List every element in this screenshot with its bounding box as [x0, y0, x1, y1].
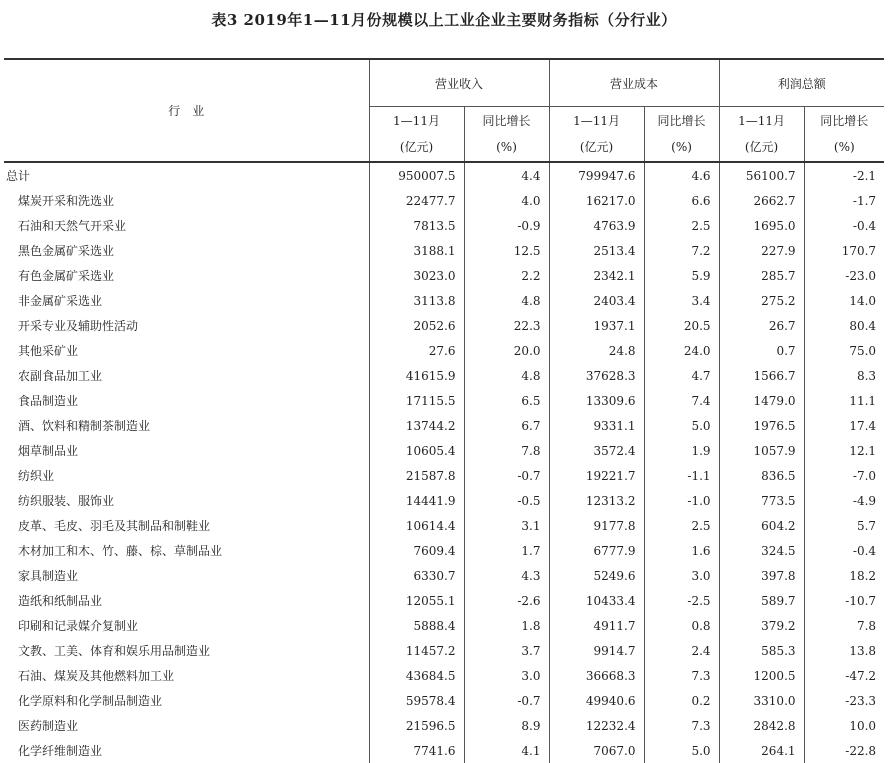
financial-indicators-table: [4, 58, 884, 763]
value-cell-profit: 1200.5: [719, 663, 804, 688]
value-cell-rev-g: 6.5: [464, 388, 549, 413]
value-cell-profit-g: 18.2: [804, 563, 884, 588]
value-cell-profit: 324.5: [719, 538, 804, 563]
value-cell-profit-g: -4.9: [804, 488, 884, 513]
industry-name-cell: 开采专业及辅助性活动: [18, 319, 139, 333]
value-cell-cost-g: 7.4: [644, 388, 719, 413]
table-row: [4, 738, 884, 763]
value-cell-cost: 49940.6: [549, 688, 644, 713]
value-cell-cost: 10433.4: [549, 588, 644, 613]
value-cell-profit: 285.7: [719, 263, 804, 288]
value-cell-rev-g: 4.8: [464, 363, 549, 388]
value-cell-rev-g: -0.5: [464, 488, 549, 513]
table-row: [4, 288, 884, 313]
value-cell-profit-g: 12.1: [804, 438, 884, 463]
table-row: [4, 438, 884, 463]
industry-name-cell: 石油、煤炭及其他燃料加工业: [18, 669, 175, 683]
value-cell-cost-g: 7.3: [644, 663, 719, 688]
value-cell-cost-g: 1.6: [644, 538, 719, 563]
value-cell-profit: 2662.7: [719, 188, 804, 213]
value-cell-rev: 3113.8: [369, 288, 464, 313]
value-cell-cost-g: 2.4: [644, 638, 719, 663]
table-row: [4, 162, 884, 188]
value-cell-rev-g: 3.1: [464, 513, 549, 538]
value-cell-cost-g: 24.0: [644, 338, 719, 363]
value-cell-profit: 3310.0: [719, 688, 804, 713]
table-row: [4, 588, 884, 613]
value-cell-rev: 41615.9: [369, 363, 464, 388]
value-cell-profit-g: 170.7: [804, 238, 884, 263]
value-cell-rev: 950007.5: [369, 162, 464, 188]
value-cell-profit-g: 80.4: [804, 313, 884, 338]
value-cell-rev: 13744.2: [369, 413, 464, 438]
value-cell-rev: 14441.9: [369, 488, 464, 513]
table-row: [4, 238, 884, 263]
value-cell-profit-g: -10.7: [804, 588, 884, 613]
value-cell-rev: 21587.8: [369, 463, 464, 488]
table-row: [4, 413, 884, 438]
industry-name-cell: 医药制造业: [18, 719, 79, 733]
value-cell-cost: 13309.6: [549, 388, 644, 413]
value-cell-rev: 21596.5: [369, 713, 464, 738]
value-cell-rev-g: 4.0: [464, 188, 549, 213]
value-cell-rev: 10614.4: [369, 513, 464, 538]
value-cell-cost-g: 0.8: [644, 613, 719, 638]
table-row: [4, 263, 884, 288]
value-cell-profit: 397.8: [719, 563, 804, 588]
industry-name-cell: 煤炭开采和洗选业: [18, 194, 115, 208]
industry-name-cell: 皮革、毛皮、羽毛及其制品和制鞋业: [18, 519, 211, 533]
value-cell-profit-g: 75.0: [804, 338, 884, 363]
value-cell-rev: 2052.6: [369, 313, 464, 338]
value-cell-profit-g: -2.1: [804, 162, 884, 188]
value-cell-rev-g: -0.7: [464, 688, 549, 713]
table-row: [4, 538, 884, 563]
value-cell-rev-g: 4.8: [464, 288, 549, 313]
value-cell-profit-g: 5.7: [804, 513, 884, 538]
value-cell-profit: 1479.0: [719, 388, 804, 413]
industry-header: 行 业: [4, 59, 369, 162]
value-cell-cost: 4763.9: [549, 213, 644, 238]
value-cell-cost-g: 7.2: [644, 238, 719, 263]
industry-name-cell: 有色金属矿采选业: [18, 269, 115, 283]
industry-name-cell: 石油和天然气开采业: [18, 219, 127, 233]
value-cell-profit-g: -23.0: [804, 263, 884, 288]
value-cell-rev-g: 8.9: [464, 713, 549, 738]
table-row: [4, 363, 884, 388]
value-cell-cost-g: 4.6: [644, 162, 719, 188]
value-cell-cost: 4911.7: [549, 613, 644, 638]
value-cell-profit: 2842.8: [719, 713, 804, 738]
value-cell-cost-g: 5.9: [644, 263, 719, 288]
value-cell-rev: 7609.4: [369, 538, 464, 563]
profit-header: 利润总额: [719, 59, 884, 107]
value-cell-cost: 2342.1: [549, 263, 644, 288]
table-body: [4, 162, 884, 763]
value-cell-rev-g: 4.3: [464, 563, 549, 588]
value-cell-cost: 9177.8: [549, 513, 644, 538]
value-cell-rev-g: 1.8: [464, 613, 549, 638]
value-cell-profit: 227.9: [719, 238, 804, 263]
industry-name-cell: 家具制造业: [18, 569, 79, 583]
value-cell-profit: 56100.7: [719, 162, 804, 188]
value-cell-profit-g: -7.0: [804, 463, 884, 488]
industry-name-cell: 文教、工美、体育和娱乐用品制造业: [18, 644, 211, 658]
value-cell-cost-g: 2.5: [644, 513, 719, 538]
value-cell-cost: 1937.1: [549, 313, 644, 338]
industry-name-cell: 化学原料和化学制品制造业: [18, 694, 163, 708]
value-cell-rev-g: -2.6: [464, 588, 549, 613]
value-cell-rev: 10605.4: [369, 438, 464, 463]
value-cell-rev: 17115.5: [369, 388, 464, 413]
industry-name-cell: 造纸和纸制品业: [18, 594, 103, 608]
value-cell-profit: 1976.5: [719, 413, 804, 438]
value-cell-profit-g: 11.1: [804, 388, 884, 413]
value-cell-profit-g: -1.7: [804, 188, 884, 213]
industry-name-cell: 酒、饮料和精制茶制造业: [18, 419, 151, 433]
value-cell-cost: 5249.6: [549, 563, 644, 588]
table-row: [4, 513, 884, 538]
value-cell-rev: 12055.1: [369, 588, 464, 613]
value-cell-cost: 7067.0: [549, 738, 644, 763]
value-cell-rev-g: -0.7: [464, 463, 549, 488]
industry-name-cell: 非金属矿采选业: [18, 294, 103, 308]
table-row: [4, 313, 884, 338]
value-cell-profit-g: 14.0: [804, 288, 884, 313]
industry-name-cell: 食品制造业: [18, 394, 79, 408]
value-cell-cost-g: -1.1: [644, 463, 719, 488]
value-cell-rev: 59578.4: [369, 688, 464, 713]
value-cell-profit: 26.7: [719, 313, 804, 338]
industry-name-cell: 其他采矿业: [18, 344, 79, 358]
value-cell-profit-g: -22.8: [804, 738, 884, 763]
table-row: [4, 213, 884, 238]
table-row: [4, 613, 884, 638]
industry-name-cell: 总计: [6, 169, 31, 183]
value-cell-profit-g: -0.4: [804, 213, 884, 238]
value-cell-profit: 1057.9: [719, 438, 804, 463]
value-cell-rev-g: 7.8: [464, 438, 549, 463]
value-cell-profit: 379.2: [719, 613, 804, 638]
value-cell-rev: 6330.7: [369, 563, 464, 588]
value-cell-profit-g: 10.0: [804, 713, 884, 738]
industry-name-cell: 印刷和记录媒介复制业: [18, 619, 139, 633]
value-cell-cost-g: 20.5: [644, 313, 719, 338]
value-cell-profit: 773.5: [719, 488, 804, 513]
value-cell-cost: 799947.6: [549, 162, 644, 188]
value-cell-cost-g: 5.0: [644, 738, 719, 763]
value-cell-rev-g: -0.9: [464, 213, 549, 238]
value-cell-cost: 9914.7: [549, 638, 644, 663]
value-cell-rev-g: 20.0: [464, 338, 549, 363]
value-cell-rev-g: 6.7: [464, 413, 549, 438]
value-cell-profit: 1695.0: [719, 213, 804, 238]
value-cell-profit-g: 17.4: [804, 413, 884, 438]
value-cell-rev-g: 12.5: [464, 238, 549, 263]
cost-growth-header: 同比增长 (%): [644, 107, 719, 163]
profit-period-header: 1—11月 (亿元): [719, 107, 804, 163]
table-row: [4, 638, 884, 663]
table-row: [4, 713, 884, 738]
industry-name-cell: 农副食品加工业: [18, 369, 103, 383]
value-cell-cost-g: -2.5: [644, 588, 719, 613]
value-cell-cost: 2403.4: [549, 288, 644, 313]
value-cell-profit: 264.1: [719, 738, 804, 763]
value-cell-cost: 37628.3: [549, 363, 644, 388]
table-row: [4, 563, 884, 588]
value-cell-profit: 604.2: [719, 513, 804, 538]
industry-name-cell: 纺织服装、服饰业: [18, 494, 115, 508]
table-row: [4, 388, 884, 413]
industry-name-cell: 烟草制品业: [18, 444, 79, 458]
value-cell-cost: 16217.0: [549, 188, 644, 213]
value-cell-rev: 7741.6: [369, 738, 464, 763]
value-cell-cost-g: 1.9: [644, 438, 719, 463]
value-cell-profit-g: 8.3: [804, 363, 884, 388]
value-cell-rev-g: 3.7: [464, 638, 549, 663]
value-cell-profit-g: -0.4: [804, 538, 884, 563]
value-cell-cost-g: 2.5: [644, 213, 719, 238]
value-cell-profit: 589.7: [719, 588, 804, 613]
revenue-period-header: 1—11月 (亿元): [369, 107, 464, 163]
value-cell-cost: 19221.7: [549, 463, 644, 488]
value-cell-profit-g: -47.2: [804, 663, 884, 688]
value-cell-rev: 11457.2: [369, 638, 464, 663]
value-cell-profit-g: 13.8: [804, 638, 884, 663]
table-row: [4, 663, 884, 688]
value-cell-profit-g: 7.8: [804, 613, 884, 638]
value-cell-profit: 836.5: [719, 463, 804, 488]
value-cell-rev: 3023.0: [369, 263, 464, 288]
value-cell-rev-g: 4.1: [464, 738, 549, 763]
value-cell-cost: 3572.4: [549, 438, 644, 463]
value-cell-cost: 2513.4: [549, 238, 644, 263]
value-cell-cost-g: 3.4: [644, 288, 719, 313]
table-row: [4, 338, 884, 363]
table-row: [4, 488, 884, 513]
table-title: 表3 2019年1—11月份规模以上工业企业主要财务指标（分行业）: [211, 11, 677, 29]
revenue-header: 营业收入: [369, 59, 549, 107]
value-cell-rev-g: 2.2: [464, 263, 549, 288]
value-cell-profit: 585.3: [719, 638, 804, 663]
value-cell-cost-g: 6.6: [644, 188, 719, 213]
value-cell-rev: 22477.7: [369, 188, 464, 213]
industry-name-cell: 木材加工和木、竹、藤、棕、草制品业: [18, 544, 223, 558]
table-row: [4, 688, 884, 713]
value-cell-cost-g: 5.0: [644, 413, 719, 438]
value-cell-profit: 1566.7: [719, 363, 804, 388]
value-cell-cost: 24.8: [549, 338, 644, 363]
value-cell-cost: 9331.1: [549, 413, 644, 438]
value-cell-cost-g: 4.7: [644, 363, 719, 388]
profit-growth-header: 同比增长 (%): [804, 107, 884, 163]
value-cell-rev-g: 22.3: [464, 313, 549, 338]
value-cell-rev: 27.6: [369, 338, 464, 363]
value-cell-cost-g: 0.2: [644, 688, 719, 713]
value-cell-cost: 6777.9: [549, 538, 644, 563]
value-cell-rev: 5888.4: [369, 613, 464, 638]
industry-name-cell: 纺织业: [18, 469, 55, 483]
revenue-growth-header: 同比增长 (%): [464, 107, 549, 163]
industry-name-cell: 化学纤维制造业: [18, 744, 103, 758]
value-cell-cost: 12313.2: [549, 488, 644, 513]
value-cell-rev: 3188.1: [369, 238, 464, 263]
value-cell-rev-g: 3.0: [464, 663, 549, 688]
value-cell-cost-g: -1.0: [644, 488, 719, 513]
value-cell-profit: 275.2: [719, 288, 804, 313]
value-cell-cost: 12232.4: [549, 713, 644, 738]
value-cell-cost-g: 7.3: [644, 713, 719, 738]
value-cell-cost: 36668.3: [549, 663, 644, 688]
cost-header: 营业成本: [549, 59, 719, 107]
value-cell-rev: 7813.5: [369, 213, 464, 238]
value-cell-rev-g: 1.7: [464, 538, 549, 563]
value-cell-rev-g: 4.4: [464, 162, 549, 188]
value-cell-profit: 0.7: [719, 338, 804, 363]
cost-period-header: 1—11月 (亿元): [549, 107, 644, 163]
value-cell-cost-g: 3.0: [644, 563, 719, 588]
value-cell-rev: 43684.5: [369, 663, 464, 688]
table-row: [4, 188, 884, 213]
table-row: [4, 463, 884, 488]
value-cell-profit-g: -23.3: [804, 688, 884, 713]
industry-name-cell: 黑色金属矿采选业: [18, 244, 115, 258]
